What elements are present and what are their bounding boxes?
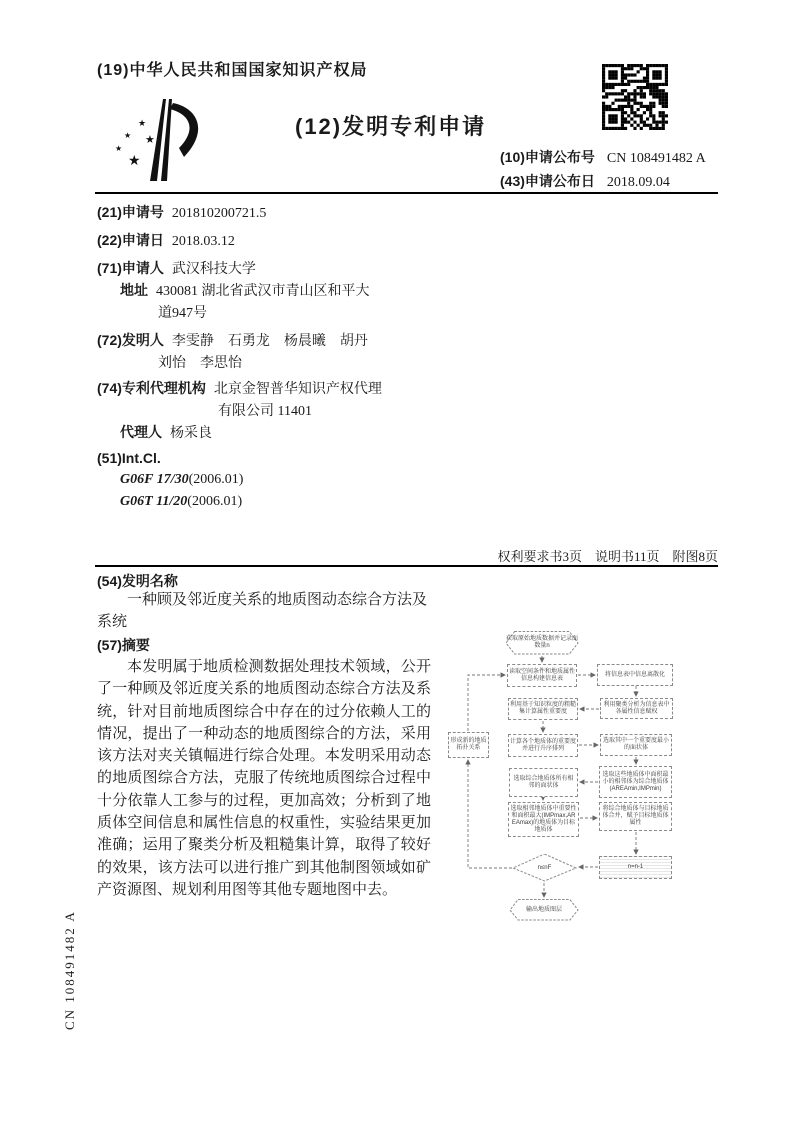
intcl-entry-1: [120, 472, 243, 488]
application-date-value: 2018.03.12: [171, 234, 235, 249]
application-number-row: [97, 202, 266, 222]
address-row: [120, 280, 370, 300]
flowchart-node-cluster-weight: 利用聚类分析为信息表中各属性信息赋权: [600, 698, 673, 719]
agent-row: [120, 422, 212, 442]
abstract-label: (57)摘要: [97, 637, 150, 653]
flowchart-node-compute-importance: 计算各个地质体的重要度并进行升序排列: [508, 734, 578, 757]
publication-date-line: [500, 171, 670, 191]
agency-value-line1: 北京金智普华知识产权代理: [213, 382, 382, 397]
cnipa-logo-svg: [112, 93, 212, 185]
applicant-value: 武汉科技大学: [171, 262, 256, 277]
invention-title-label: (54)发明名称: [97, 573, 178, 589]
intcl-code-1: G06F 17/30: [120, 472, 189, 487]
agent-value: 杨采良: [170, 426, 212, 441]
intcl-code-2: G06T 11/20: [120, 494, 188, 509]
invention-title: 一种顾及邻近度关系的地质图动态综合方法及系统: [97, 592, 428, 630]
pages-info: 权利要求书3页 说明书11页 附图8页: [497, 549, 718, 564]
header-divider: [95, 192, 718, 194]
document-type-title: (12)发明专利申请: [295, 114, 487, 139]
address-label: 地址: [120, 282, 148, 298]
inventors-label: (72)发明人: [97, 332, 164, 348]
flowchart-node-select-target: 选取相邻地质体中重要性和面积最大(IMPmax,AREAmax)的地质体为目标地质体: [508, 802, 579, 837]
inventors-value-line2: 刘怡 李思怡: [158, 356, 242, 371]
svg-text:★: ★: [124, 131, 132, 140]
svg-text:★: ★: [128, 154, 141, 169]
flowchart-node-merge: 将综合地质体与目标地质体合并，赋予目标地质体属性: [599, 802, 672, 831]
patent-office-name: (19)中华人民共和国国家知识产权局: [97, 62, 368, 79]
address-value-line1: 430081 湖北省武汉市青山区和平大: [156, 284, 370, 299]
flowchart-node-select-min-adjacent: 选取这些地质体中面积最小的相邻体为综合地质体(AREAmin,IMPmin): [599, 766, 672, 798]
application-date-row: [97, 230, 235, 250]
flowchart-node-decrement: n=n-1: [599, 856, 672, 879]
section-divider: [95, 565, 718, 567]
applicant-row: [97, 258, 256, 278]
flowchart-arrows: [440, 615, 725, 930]
qr-code: [602, 64, 668, 135]
flowchart-node-start: 获取原始地质数据并记录面数量n: [505, 631, 579, 655]
abstract-text: 本发明属于地质检测数据处理技术领域，公开了一种顾及邻近度关系的地质图动态综合方法及系统，针对目前地质图综合中存在的过分依赖人工的情况，提出了一种动态的地质图综合的方法，采用该方法对夹关镇幅进行综合处理。本发明采用动态的地质图综合方法，克服了传统地质图综合过程中十分依靠人工参与的过程，更加高效；分析到了地质体空间信息和属性信息的权重性，实验结果更加准确；运用了聚类分析及粗糙集计算，取得了较好的效果，该方法可以进行推广到其他制图领域如矿产资源图、规划利用图等其他专题地图中去。: [97, 659, 431, 898]
application-number-value: 201810200721.5: [171, 206, 267, 221]
intcl-label: (51)Int.Cl.: [97, 450, 161, 466]
flowchart: [440, 615, 725, 930]
flowchart-node-rough-set: 利用基于知识粒度的粗糙集计算属性重要度: [508, 698, 578, 720]
inventors-row-continued: [158, 352, 242, 372]
agent-label: 代理人: [120, 424, 162, 440]
flowchart-node-rebuild-topology: 形成新的地质拓扑关系: [448, 732, 489, 758]
publication-number-line: [500, 147, 706, 167]
inventors-row: [97, 330, 368, 350]
flowchart-node-select-adjacent: 选取综合地质体所有相邻的面状体: [509, 768, 578, 797]
publication-date-value: 2018.09.04: [606, 175, 670, 190]
agency-row: [97, 378, 382, 398]
side-publication-number: CN 108491482 A: [62, 910, 77, 1030]
publication-date-label: (43)申请公布日: [500, 173, 595, 189]
publication-number-label: (10)申请公布号: [500, 149, 595, 165]
flowchart-node-build-table: 读取空间条件和地质属性信息构建信息表: [507, 664, 577, 687]
address-value-line2: 道947号: [158, 306, 207, 321]
svg-text:★: ★: [138, 118, 147, 128]
agency-value-line2: 有限公司 11401: [218, 404, 312, 419]
application-number-label: (21)申请号: [97, 204, 164, 220]
intcl-version-1: (2006.01): [188, 472, 244, 487]
cnipa-logo-icon: [112, 93, 212, 190]
svg-text:★: ★: [115, 144, 123, 153]
application-date-label: (22)申请日: [97, 232, 164, 248]
intcl-row: [97, 450, 169, 468]
publication-number-value: CN 108491482 A: [606, 151, 706, 166]
intcl-entry-2: [120, 494, 242, 510]
applicant-label: (71)申请人: [97, 260, 164, 276]
address-row-continued: [158, 302, 207, 322]
flowchart-node-discretize: 将信息表中信息离散化: [597, 664, 673, 686]
flowchart-node-select-min: 选取其中一个重要度最小的面状体: [600, 734, 672, 756]
inventors-value-line1: 李雯静 石勇龙 杨晨曦 胡丹: [171, 334, 368, 349]
intcl-version-2: (2006.01): [187, 494, 243, 509]
svg-text:★: ★: [145, 134, 155, 146]
flowchart-node-end: 输出地质图层: [509, 899, 579, 921]
agency-label: (74)专利代理机构: [97, 380, 206, 396]
flowchart-node-decision: n≤nF: [512, 854, 577, 882]
agency-row-continued: [218, 400, 312, 420]
